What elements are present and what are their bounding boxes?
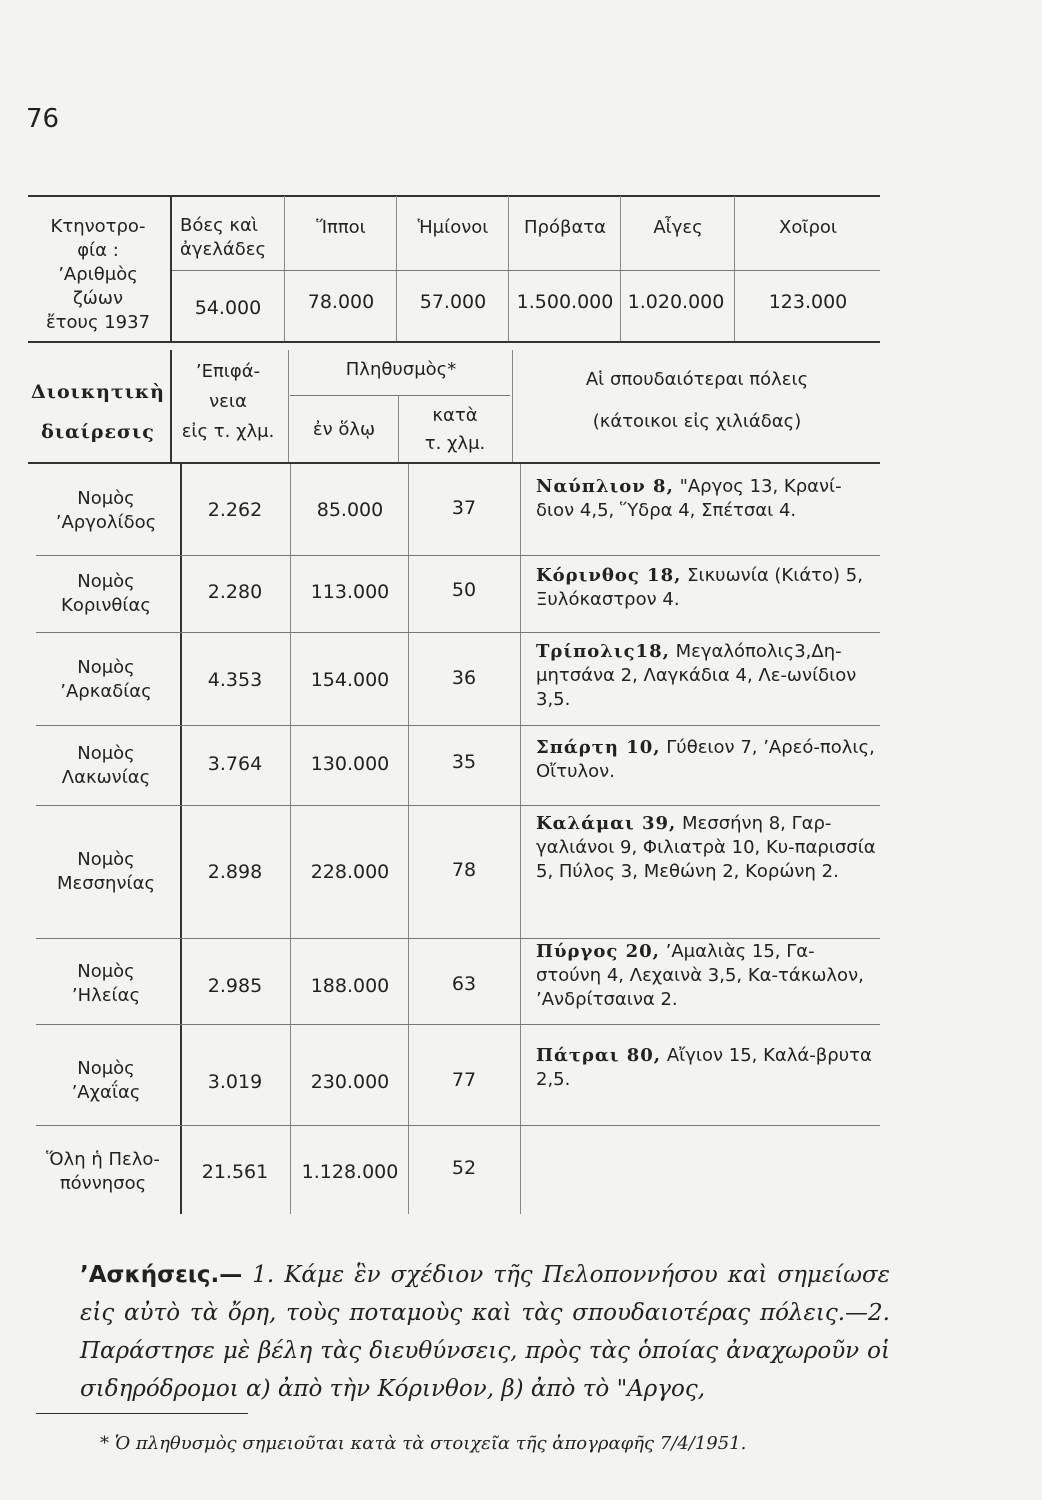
- col-rule: [734, 196, 735, 341]
- col-rule: [508, 196, 509, 341]
- prefecture-name: [36, 960, 176, 1008]
- row-rule: [36, 555, 880, 556]
- page-number: 76: [26, 104, 60, 134]
- prefecture-name: [36, 1057, 176, 1105]
- cities-text: [536, 736, 878, 784]
- area-value: 2.262: [207, 499, 263, 521]
- area-value: 3.764: [207, 753, 263, 775]
- density-value: 35: [451, 751, 477, 773]
- footnote-rule: [36, 1413, 248, 1414]
- row-rule: [36, 1125, 880, 1126]
- prefecture-line: Νομὸς: [77, 743, 135, 764]
- prefecture-name: [36, 848, 176, 896]
- column-header-sheep: Πρόβατα: [523, 217, 607, 238]
- col-rule: [512, 350, 513, 462]
- cities-text: [536, 640, 878, 712]
- other-cities: Σικυωνία (Κιάτο) 5, Ξυλόκαστρον 4.: [536, 565, 863, 610]
- population-value: 228.000: [310, 861, 390, 883]
- row-rule: [36, 1024, 880, 1025]
- value-goats: 1.020.000: [627, 291, 725, 313]
- population-value: 85.000: [316, 499, 384, 521]
- row-rule: [172, 270, 880, 271]
- col-rule: [290, 464, 291, 1214]
- header-division-line: διαίρεσις: [41, 421, 155, 443]
- density-value: 78: [451, 859, 477, 881]
- exercises-paragraph: [80, 1256, 890, 1408]
- value-cattle: 54.000: [194, 297, 262, 319]
- cities-text: [536, 940, 878, 1012]
- prefecture-line: Μεσσηνίας: [56, 873, 156, 894]
- total-density: 52: [451, 1157, 477, 1179]
- density-value: 63: [451, 973, 477, 995]
- livestock-label: [28, 215, 168, 335]
- row-rule: [36, 725, 880, 726]
- livestock-label-line: ἔτους 1937: [45, 312, 151, 333]
- livestock-label-line: φία :: [77, 240, 119, 261]
- footnote: * Ὁ πληθυσμὸς σημειοῦται κατὰ τὰ στοιχεῖα τῆς ἀπογραφῆς 7/4/1951.: [100, 1433, 747, 1454]
- row-rule: [36, 632, 880, 633]
- density-value: 50: [451, 579, 477, 601]
- population-value: 113.000: [310, 581, 390, 603]
- col-rule: [396, 196, 397, 341]
- population-value: 154.000: [310, 669, 390, 691]
- col-rule: [288, 350, 289, 462]
- table-top-rule: [28, 195, 880, 197]
- header-density-line: τ. χλμ.: [424, 433, 486, 454]
- column-header-mules: Ἡμίονοι: [417, 217, 489, 238]
- cities-text: [536, 475, 878, 523]
- header-division: [28, 372, 168, 452]
- value-horses: 78.000: [307, 291, 375, 313]
- total-label: [28, 1148, 178, 1196]
- header-pop-density: [400, 404, 510, 456]
- column-header-pigs: Χοῖροι: [779, 217, 837, 238]
- capital-name: Καλάμαι 39,: [536, 813, 677, 834]
- capital-name: Τρίπολις18,: [536, 641, 670, 662]
- total-label-line: Ὅλη ἡ Πελο-: [46, 1149, 160, 1170]
- cities-text: [536, 564, 878, 612]
- prefecture-line: ’Αρκαδίας: [60, 681, 152, 702]
- col-rule: [620, 196, 621, 341]
- population-value: 130.000: [310, 753, 390, 775]
- other-cities: ’Αμαλιὰς 15, Γα-στούνη 4, Λεχαινὰ 3,5, Κα-τάκωλον, ’Ανδρίτσαινα 2.: [536, 941, 864, 1010]
- other-cities: Μεγαλόπολις3,Δη-μητσάνα 2, Λαγκάδια 4, Λε-ωνίδιον 3,5.: [536, 641, 857, 710]
- header-pop-total: ἐν ὅλῳ: [312, 419, 376, 440]
- header-division-line: Διοικητικὴ: [31, 381, 165, 403]
- population-value: 188.000: [310, 975, 390, 997]
- area-value: 4.353: [207, 669, 263, 691]
- capital-name: Ναύπλιον 8,: [536, 476, 674, 497]
- column-header-horses: Ἵπποι: [316, 217, 366, 238]
- prefecture-line: Νομὸς: [77, 571, 135, 592]
- density-value: 77: [451, 1069, 477, 1091]
- area-value: 2.985: [207, 975, 263, 997]
- header-area: [172, 360, 284, 444]
- value-pigs: 123.000: [768, 291, 848, 313]
- population-value: 230.000: [310, 1071, 390, 1093]
- cities-text: [536, 812, 878, 884]
- total-label-line: πόννησος: [59, 1173, 147, 1194]
- row-rule: [290, 395, 510, 396]
- header-rule: [28, 462, 880, 464]
- prefecture-line: Νομὸς: [77, 849, 135, 870]
- capital-name: Πάτραι 80,: [536, 1045, 662, 1066]
- prefecture-line: ’Αργολίδος: [55, 512, 157, 533]
- prefecture-line: Λακωνίας: [61, 767, 151, 788]
- prefecture-line: Κορινθίας: [61, 595, 151, 616]
- livestock-label-line: Κτηνοτρο-: [50, 216, 146, 237]
- col-rule: [284, 196, 285, 341]
- density-value: 37: [451, 497, 477, 519]
- capital-name: Κόρινθος 18,: [536, 565, 682, 586]
- prefecture-line: Νομὸς: [77, 657, 135, 678]
- section-rule: [28, 341, 880, 343]
- prefecture-line: Νομὸς: [77, 488, 135, 509]
- header-cities-line: (κάτοικοι εἰς χιλιάδας): [592, 411, 802, 432]
- col-rule: [398, 396, 399, 462]
- exercises-text: 1. Κάμε ἓν σχέδιον τῆς Πελοποννήσου καὶ σημείωσε εἰς αὐτὸ τὰ ὄρη, τοὺς ποταμοὺς καὶ τὰς σπουδαιοτέρας πόλεις.—2. Παράστησε μὲ βέλη τὰς διευθύνσεις, πρὸς τὰς ὁποίας ἀναχωροῦν οἱ σιδηρόδρομοι α) ἀπὸ τὴν Κόρινθον, β) ἀπὸ τὸ "Αργος,: [80, 1262, 891, 1402]
- prefecture-line: Νομὸς: [77, 961, 135, 982]
- column-header-cattle: Βόες καὶ ἀγελάδες: [180, 215, 267, 260]
- header-cities: [514, 368, 880, 434]
- area-value: 2.280: [207, 581, 263, 603]
- livestock-label-line: ζώων: [73, 288, 123, 309]
- exercises-heading: ’Ασκήσεις.—: [80, 1262, 243, 1288]
- col-rule: [520, 464, 521, 1214]
- prefecture-name: [36, 487, 176, 535]
- header-area-line: νεια: [209, 391, 247, 412]
- prefecture-line: Νομὸς: [77, 1058, 135, 1079]
- capital-name: Σπάρτη 10,: [536, 737, 661, 758]
- col-rule: [180, 464, 182, 1214]
- other-cities: Γύθειον 7, ’Αρεό-πολις, Οἴτυλον.: [536, 737, 875, 782]
- col-rule: [408, 464, 409, 1214]
- header-density-line: κατὰ: [432, 405, 478, 426]
- prefecture-name: [36, 742, 176, 790]
- prefecture-name: [36, 570, 176, 618]
- value-mules: 57.000: [419, 291, 487, 313]
- density-value: 36: [451, 667, 477, 689]
- prefecture-line: ’Αχαΐας: [71, 1082, 141, 1103]
- prefecture-line: ’Ηλείας: [71, 985, 141, 1006]
- other-cities: Αἴγιον 15, Καλά-βρυτα 2,5.: [536, 1045, 872, 1090]
- prefecture-name: [36, 656, 176, 704]
- row-rule: [36, 938, 880, 939]
- column-header-goats: Αἶγες: [653, 217, 703, 238]
- total-population: 1.128.000: [301, 1161, 399, 1183]
- other-cities: "Αργος 13, Κρανί-διον 4,5, Ὕδρα 4, Σπέτσαι 4.: [536, 476, 842, 521]
- value-sheep: 1.500.000: [516, 291, 614, 313]
- total-area: 21.561: [201, 1161, 269, 1183]
- header-area-line: εἰς τ. χλμ.: [181, 421, 275, 442]
- header-population: Πληθυσμὸς*: [345, 359, 457, 380]
- capital-name: Πύργος 20,: [536, 941, 660, 962]
- row-rule: [36, 805, 880, 806]
- header-area-line: ’Επιφά-: [195, 361, 261, 382]
- other-cities: Μεσσήνη 8, Γαρ-γαλιάνοι 9, Φιλιατρὰ 10, Κυ-παρισσία 5, Πύλος 3, Μεθώνη 2, Κορώνη 2.: [536, 813, 876, 882]
- area-value: 3.019: [207, 1071, 263, 1093]
- header-cities-line: Αἱ σπουδαιότεραι πόλεις: [585, 369, 809, 390]
- livestock-label-line: ’Αριθμὸς: [58, 264, 138, 285]
- cities-text: [536, 1044, 878, 1092]
- area-value: 2.898: [207, 861, 263, 883]
